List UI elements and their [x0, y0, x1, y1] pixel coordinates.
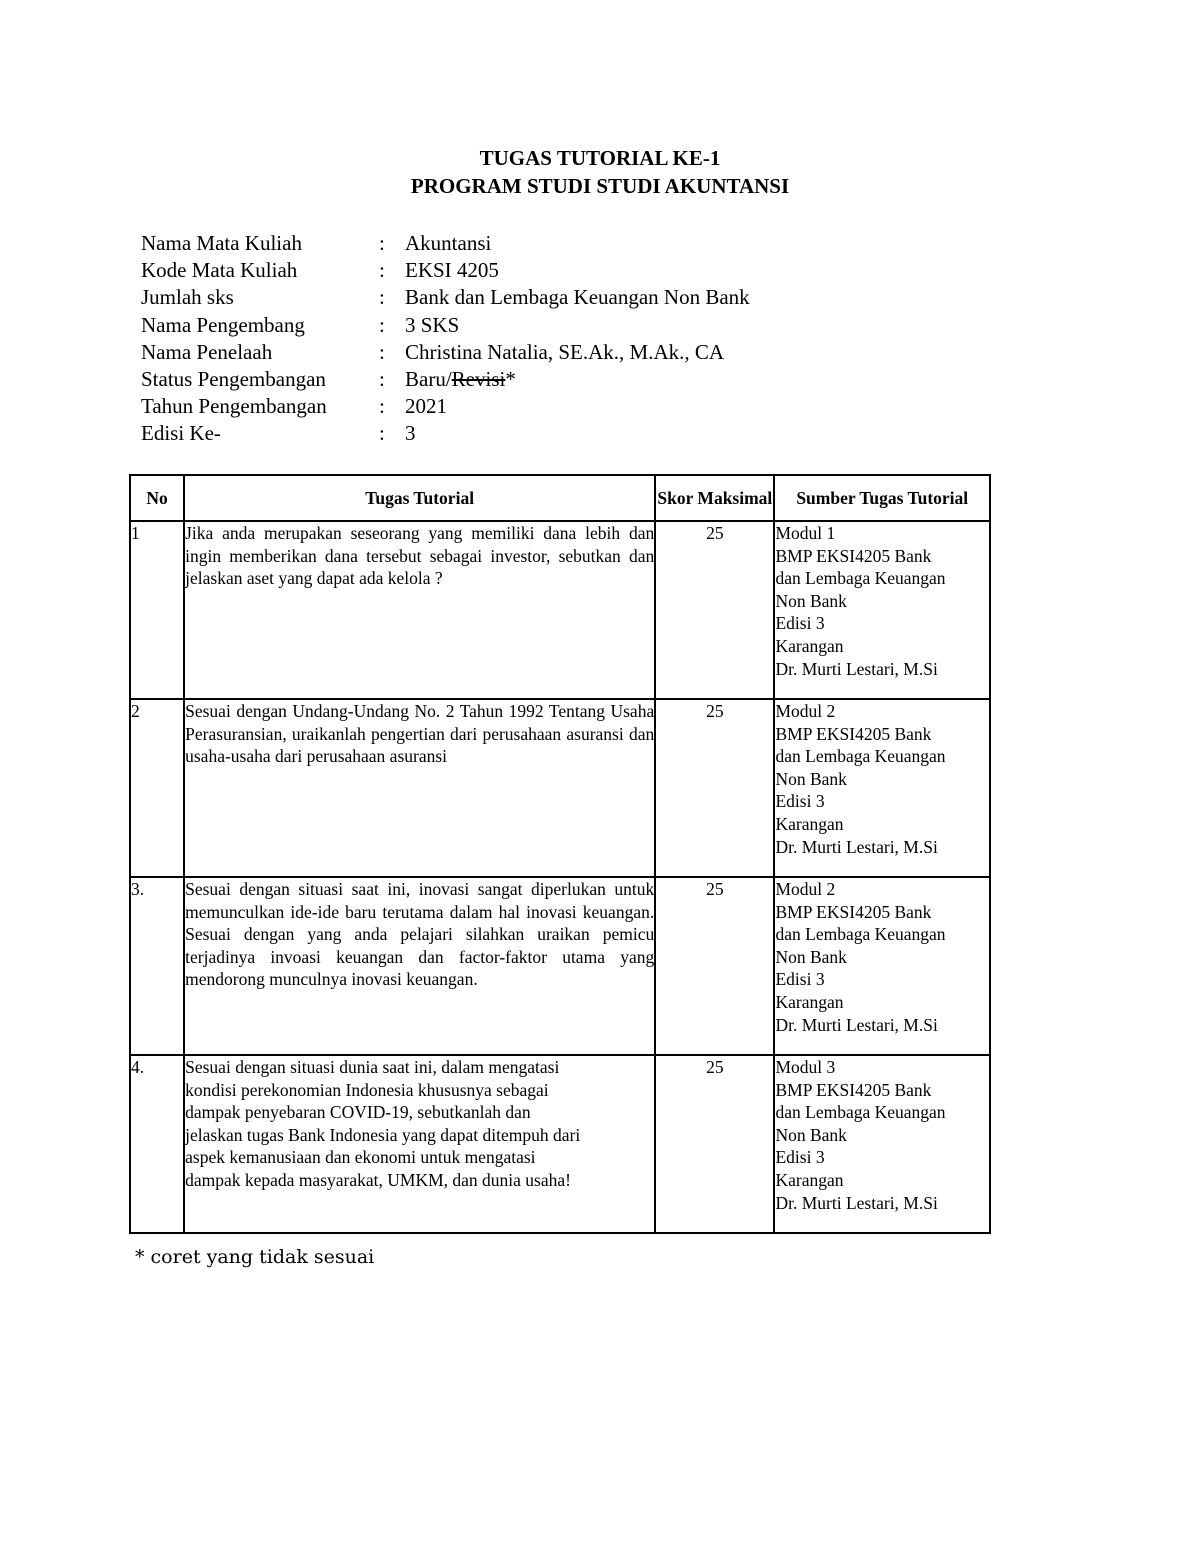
source-line: BMP EKSI4205 Bank — [775, 545, 932, 566]
info-value-status — [405, 366, 516, 393]
source-line: Modul 2 — [775, 701, 836, 721]
info-label: Nama Pengembang — [141, 312, 305, 337]
status-asterisk: * — [505, 366, 516, 391]
info-row-course-code — [141, 257, 750, 284]
task-line: jelaskan tugas Bank Indonesia yang dapat ditempuh dari — [185, 1124, 581, 1145]
source-line: Karangan — [775, 1169, 844, 1190]
source-line: Dr. Murti Lestari, M.Si — [775, 658, 938, 679]
info-label: Kode Mata Kuliah — [141, 258, 298, 283]
task-line: dampak penyebaran COVID-19, sebutkanlah dan — [185, 1102, 531, 1123]
info-colon: : — [379, 339, 385, 364]
info-colon: : — [379, 421, 385, 446]
info-colon: : — [379, 366, 385, 391]
cell-score: 25 — [655, 699, 774, 877]
cell-source — [774, 699, 990, 877]
info-colon: : — [379, 258, 385, 283]
cell-score: 25 — [655, 877, 774, 1055]
info-label: Nama Mata Kuliah — [141, 231, 302, 255]
header-no: No — [130, 475, 184, 521]
header-task: Tugas Tutorial — [184, 475, 655, 521]
info-row-reviewer — [141, 339, 750, 366]
source-line: Modul 2 — [775, 879, 836, 899]
source-line: BMP EKSI4205 Bank — [775, 1079, 932, 1100]
source-line: Edisi 3 — [775, 791, 825, 812]
cell-no: 2 — [130, 699, 184, 877]
header-score: Skor Maksimal — [655, 475, 774, 521]
source-line: Modul 3 — [775, 1057, 836, 1077]
info-label: Jumlah sks — [141, 285, 234, 310]
source-line: BMP EKSI4205 Bank — [775, 723, 932, 744]
course-info — [141, 230, 750, 448]
info-row-edition — [141, 420, 750, 447]
cell-source — [774, 521, 990, 699]
cell-score: 25 — [655, 521, 774, 699]
info-value: Bank dan Lembaga Keuangan Non Bank — [405, 285, 750, 310]
source-line: Karangan — [775, 991, 844, 1012]
source-line: BMP EKSI4205 Bank — [775, 901, 932, 922]
source-line: Non Bank — [775, 946, 847, 967]
source-line: dan Lembaga Keuangan — [775, 924, 946, 945]
source-line: Karangan — [775, 635, 844, 656]
info-value: 3 — [405, 421, 416, 446]
info-colon: : — [379, 231, 385, 255]
source-line: Edisi 3 — [775, 969, 825, 990]
cell-task: Jika anda merupakan seseorang yang memiliki dana lebih dan ingin memberikan dana tersebut sebagai investor, sebutkan dan jelaskan aset yang dapat ada kelola ? — [184, 521, 655, 699]
source-line: Non Bank — [775, 590, 847, 611]
info-value: Christina Natalia, SE.Ak., M.Ak., CA — [405, 339, 725, 364]
info-colon: : — [379, 394, 385, 419]
info-row-year — [141, 393, 750, 420]
info-value: EKSI 4205 — [405, 258, 499, 283]
info-label: Status Pengembangan — [141, 366, 326, 391]
table-row — [130, 1055, 990, 1233]
cell-task: Sesuai dengan Undang-Undang No. 2 Tahun 1992 Tentang Usaha Perasuransian, uraikanlah pengertian dari perusahaan asuransi dan usaha-usaha dari perusahaan asuransi — [184, 699, 655, 877]
info-row-sks — [141, 284, 750, 311]
source-line: dan Lembaga Keuangan — [775, 568, 946, 589]
task-line: aspek kemanusiaan dan ekonomi untuk mengatasi — [185, 1147, 536, 1168]
cell-task — [184, 1055, 655, 1233]
cell-no: 3. — [130, 877, 184, 1055]
table-row — [130, 877, 990, 1055]
task-line: kondisi perekonomian Indonesia khususnya sebagai — [185, 1079, 549, 1100]
info-label: Nama Penelaah — [141, 339, 273, 364]
info-value: Akuntansi — [405, 231, 492, 255]
info-row-course-name — [141, 230, 750, 257]
source-line: Karangan — [775, 813, 844, 834]
source-line: Non Bank — [775, 1124, 847, 1145]
cell-no: 4. — [130, 1055, 184, 1233]
cell-no: 1 — [130, 521, 184, 699]
task-line: dampak kepada masyarakat, UMKM, dan dunia usaha! — [185, 1169, 571, 1190]
task-line: Sesuai dengan situasi dunia saat ini, dalam mengatasi — [185, 1057, 560, 1077]
cell-source — [774, 877, 990, 1055]
info-label: Edisi Ke- — [141, 421, 221, 446]
tasks-table — [129, 474, 991, 1234]
info-colon: : — [379, 312, 385, 337]
status-baru: Baru/ — [405, 366, 452, 391]
document-subtitle: PROGRAM STUDI STUDI AKUNTANSI — [410, 174, 790, 198]
source-line: Edisi 3 — [775, 1147, 825, 1168]
cell-task: Sesuai dengan situasi saat ini, inovasi sangat diperlukan untuk memunculkan ide-ide baru terutama dalam hal inovasi keuangan. Sesuai dengan yang anda pelajari silahkan uraikan pemicu terjadinya invoasi keuangan dan factor-faktor utama yang mendorong munculnya inovasi keuangan. — [184, 877, 655, 1055]
table-row — [130, 699, 990, 877]
source-line: Dr. Murti Lestari, M.Si — [775, 1014, 938, 1035]
info-value: 2021 — [405, 394, 447, 419]
header-source: Sumber Tugas Tutorial — [774, 475, 990, 521]
info-value: 3 SKS — [405, 312, 460, 337]
source-line: Modul 1 — [775, 523, 836, 543]
info-colon: : — [379, 285, 385, 310]
table-row — [130, 521, 990, 699]
footnote: * coret yang tidak sesuai — [135, 1246, 375, 1268]
status-revisi-struck: Revisi — [451, 366, 506, 391]
cell-score: 25 — [655, 1055, 774, 1233]
source-line: dan Lembaga Keuangan — [775, 746, 946, 767]
info-row-status — [141, 366, 750, 393]
source-line: Dr. Murti Lestari, M.Si — [775, 836, 938, 857]
cell-source — [774, 1055, 990, 1233]
table-header-row — [130, 475, 990, 521]
document-title: TUGAS TUTORIAL KE-1 — [479, 146, 721, 170]
info-row-developer — [141, 312, 750, 339]
info-label: Tahun Pengembangan — [141, 394, 327, 419]
source-line: dan Lembaga Keuangan — [775, 1102, 946, 1123]
source-line: Dr. Murti Lestari, M.Si — [775, 1192, 938, 1213]
source-line: Edisi 3 — [775, 613, 825, 634]
source-line: Non Bank — [775, 768, 847, 789]
